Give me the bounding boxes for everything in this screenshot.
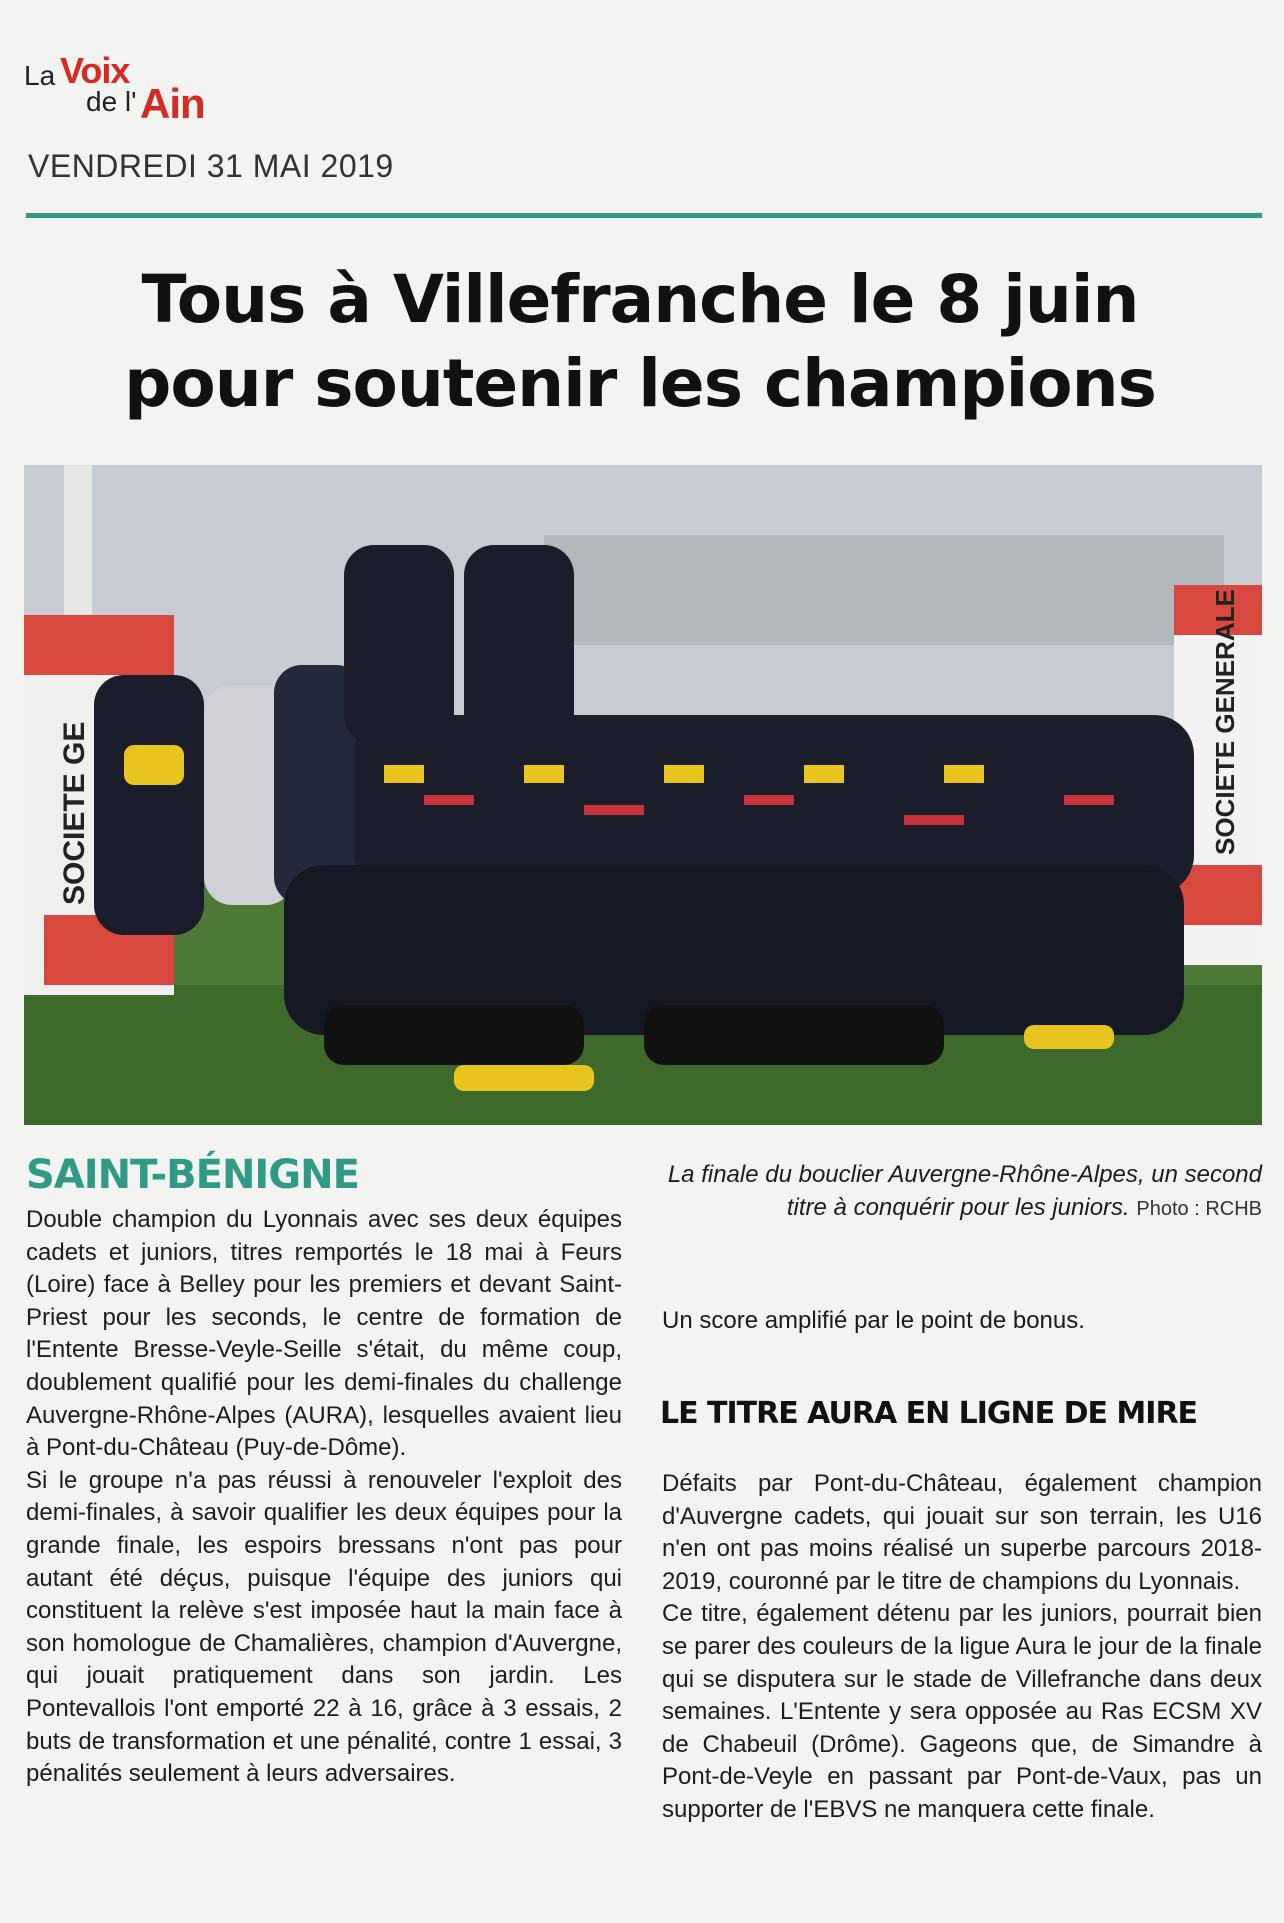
article-paragraph-1: Double champion du Lyonnais avec ses deux équipes cadets et juniors, titres remportés le 18 mai à Feurs (Loire) face à Belley pour les premiers et devant Saint-Priest pour les seconds, le centre de formation de l'Entente Bresse-Veyle-Seille s'était, du même coup, doublement qualifié pour les demi-finales du challenge Auvergne-Rhône-Alpes (AURA), lesquelles avaient lieu à Pont-du-Château (Puy-de-Dôme). <box>26 1206 622 1462</box>
header-rule <box>26 213 1262 218</box>
photo-credit: Photo : RCHB <box>1136 1198 1262 1220</box>
headline-line-1: Tous à Villefranche le 8 juin <box>141 261 1139 338</box>
masthead-logo <box>24 50 244 127</box>
article-right-column <box>662 1468 1262 1827</box>
photo-caption <box>662 1158 1262 1226</box>
team-photo <box>24 465 1262 1125</box>
logo-voix: Voix <box>60 50 130 91</box>
logo-la: La <box>24 60 56 91</box>
right-paragraph-1: Défaits par Pont-du-Château, également champion d'Auvergne cadets, qui jouait sur son terrain, les U16 n'en ont pas moins réalisé un superbe parcours 2018-2019, couronné par le titre de champions du Lyonnais. <box>662 1470 1262 1595</box>
section-kicker: SAINT-BÉNIGNE <box>26 1152 359 1198</box>
article-paragraph-2: Si le groupe n'a pas réussi à renouveler l'exploit des demi-finales, à savoir qualifier les deux équipes pour la grande finale, les espoirs bressans n'ont pas pour autant été déçus, puisque l'équipe des juniors qui constituent la relève s'est imposée haut la main face à son homologue de Chamalières, champion d'Auvergne, qui jouait pratiquement dans son jardin. Les Pontevallois l'ont emporté 22 à 16, grâce à 3 essais, 2 buts de transformation et une pénalité, contre 1 essai, 3 pénalités seulement à leurs adversaires. <box>26 1466 622 1788</box>
right-paragraph-2: Ce titre, également détenu par les juniors, pourrait bien se parer des couleurs de la ligue Aura le jour de la finale qui se disputera sur le stade de Villefranche dans deux semaines. L'Entente y sera opposée au Ras ECSM XV de Chabeuil (Drôme). Gageons que, de Simandre à Pont-de-Veyle en passant par Pont-de-Vaux, pas un supporter de l'EBVS ne manquera cette finale. <box>662 1600 1262 1823</box>
headline-line-2: pour soutenir les champions <box>124 345 1156 422</box>
article-left-column <box>26 1204 622 1791</box>
section-subhead: LE TITRE AURA EN LIGNE DE MIRE <box>660 1396 1198 1431</box>
headline <box>40 258 1240 426</box>
caption-text: La finale du bouclier Auvergne-Rhône-Alpes, un second titre à conquérir pour les juniors. <box>667 1161 1262 1221</box>
banner-left-text: SOCIETE GE <box>58 721 91 905</box>
score-line: Un score amplifié par le point de bonus. <box>662 1307 1085 1334</box>
publication-date: VENDREDI 31 MAI 2019 <box>28 148 394 184</box>
logo-de: de l' <box>86 86 137 117</box>
logo-ain: Ain <box>140 80 205 127</box>
banner-right-text: SOCIETE GENERALE <box>1210 589 1240 855</box>
team-photo-illustration <box>24 465 1262 1125</box>
